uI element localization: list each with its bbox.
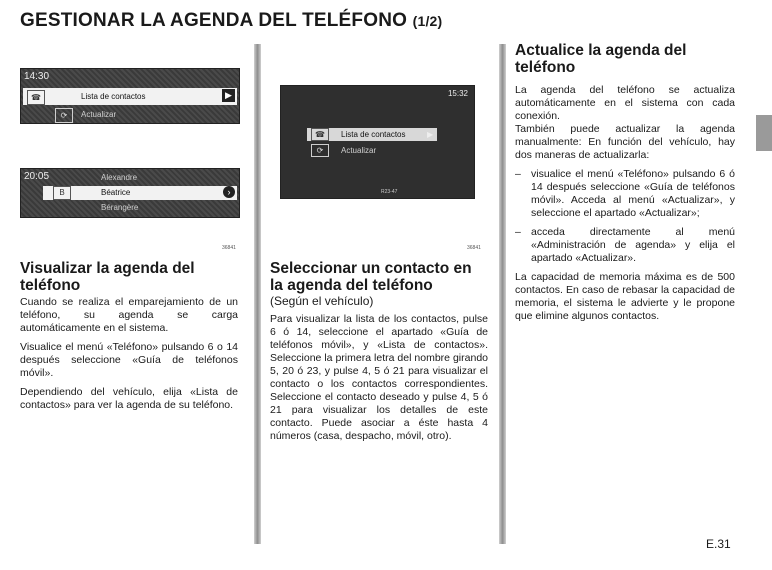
- bullet-text: acceda directamente al menú «Administración de agenda» y elija el apartado «Actualizar».: [531, 226, 735, 264]
- page-title-suffix: (1/2): [412, 13, 443, 29]
- section-tab-marker: [756, 115, 772, 151]
- menu-item-label: Actualizar: [341, 146, 377, 155]
- menu-item-update[interactable]: [23, 106, 237, 123]
- paragraph: La capacidad de memoria máxima es de 500 contactos. En caso de rebasar la capacidad de memoria, el sistema le advierte y le propone que elimine algunos contactos.: [515, 271, 735, 322]
- paragraph: Dependiendo del vehículo, elija «Lista de contactos» para ver la agenda de su teléfono.: [20, 386, 238, 411]
- section-heading-select-contact: Seleccionar un contacto en la agenda del teléfono: [270, 260, 472, 294]
- section-heading-view-phonebook: Visualizar la agenda del teléfono: [20, 260, 195, 294]
- contact-name: Béatrice: [101, 188, 131, 197]
- bullet-dash: –: [515, 168, 521, 180]
- paragraph: Cuando se realiza el emparejamiento de un teléfono, su agenda se carga automáticamente en el sistema.: [20, 296, 238, 334]
- column3-body: [515, 84, 735, 329]
- page-number: E.31: [706, 537, 731, 551]
- contact-item-selected[interactable]: [43, 186, 237, 200]
- column-divider-left: [254, 44, 261, 544]
- column1-body: [20, 296, 238, 418]
- paragraph: Para visualizar la lista de los contactos, pulse 6 ó 14, seleccione el apartado «Guía de teléfonos móvil», y «Lista de contactos». Seleccione la primera letra del nombre girando 5, 20 ó 23, y pulse 4, 5 ó 21 para visualizar el contacto o los contactos correspondientes. Seleccione el contacto deseado y pulse 4, 5 ó 21 para visualizar los detalles de este contacto. Puede asociar a éste hasta 4 números (casa, despacho, móvil, otro).: [270, 313, 488, 442]
- letter-selector[interactable]: B: [53, 186, 71, 200]
- bullet-text: visualice el menú «Teléfono» pulsando 6 ó 14 después seleccione «Guía de teléfonos móvil». Acceda al menú «Actualizar», y seleccione el apartado «Actualizar»;: [531, 168, 735, 219]
- arrow-right-icon: ▶: [427, 130, 434, 139]
- details-icon: ›: [223, 186, 235, 198]
- section-heading-update-phonebook: Actualice la agenda del teléfono: [515, 42, 687, 76]
- screen-clock: 15:32: [447, 89, 468, 98]
- menu-item-contact-list[interactable]: [23, 88, 237, 105]
- column-divider-right: [499, 44, 506, 544]
- phonebook-icon: ☎: [27, 90, 45, 105]
- menu-item-label: Actualizar: [81, 110, 117, 119]
- contact-item[interactable]: [23, 201, 237, 215]
- page-title-text: GESTIONAR LA AGENDA DEL TELÉFONO: [20, 10, 408, 31]
- column2-body: [270, 313, 488, 449]
- contact-item[interactable]: [23, 171, 237, 185]
- screen-contact-list: [20, 168, 240, 218]
- update-icon: ⟳: [311, 144, 329, 157]
- arrow-right-icon: ▶: [222, 89, 235, 102]
- update-icon: ⟳: [55, 108, 73, 123]
- screen-clock: 20:05: [24, 171, 50, 182]
- paragraph: También puede actualizar la agenda manualmente: En función del vehículo, hay dos maneras de actualizarla:: [515, 123, 735, 161]
- bullet-dash: –: [515, 226, 521, 238]
- section-subtitle: (Según el vehículo): [270, 294, 374, 308]
- phonebook-icon: ☎: [311, 128, 329, 141]
- screen-clock: 14:30: [24, 71, 50, 82]
- paragraph: Visualice el menú «Teléfono» pulsando 6 o 14 después seleccione «Guía de teléfonos móvil».: [20, 341, 238, 379]
- bullet-item: [515, 168, 735, 220]
- screen-phone-menu: [20, 68, 240, 124]
- menu-item-update[interactable]: [307, 144, 437, 157]
- menu-item-label: Lista de contactos: [341, 130, 406, 139]
- figure-ref: 36841: [222, 245, 236, 251]
- bullet-item: [515, 226, 735, 265]
- contact-name: Alexandre: [101, 173, 138, 182]
- contact-name: Bérangère: [101, 203, 139, 212]
- screen-phone-menu-alt: [280, 85, 475, 199]
- menu-item-contact-list[interactable]: [307, 128, 437, 141]
- paragraph: La agenda del teléfono se actualiza automáticamente en el sistema con cada conexión.: [515, 84, 735, 122]
- page-title: [20, 10, 442, 32]
- screen-footer-code: R23-47: [381, 189, 398, 195]
- figure-ref: 36841: [467, 245, 481, 251]
- menu-item-label: Lista de contactos: [81, 92, 146, 101]
